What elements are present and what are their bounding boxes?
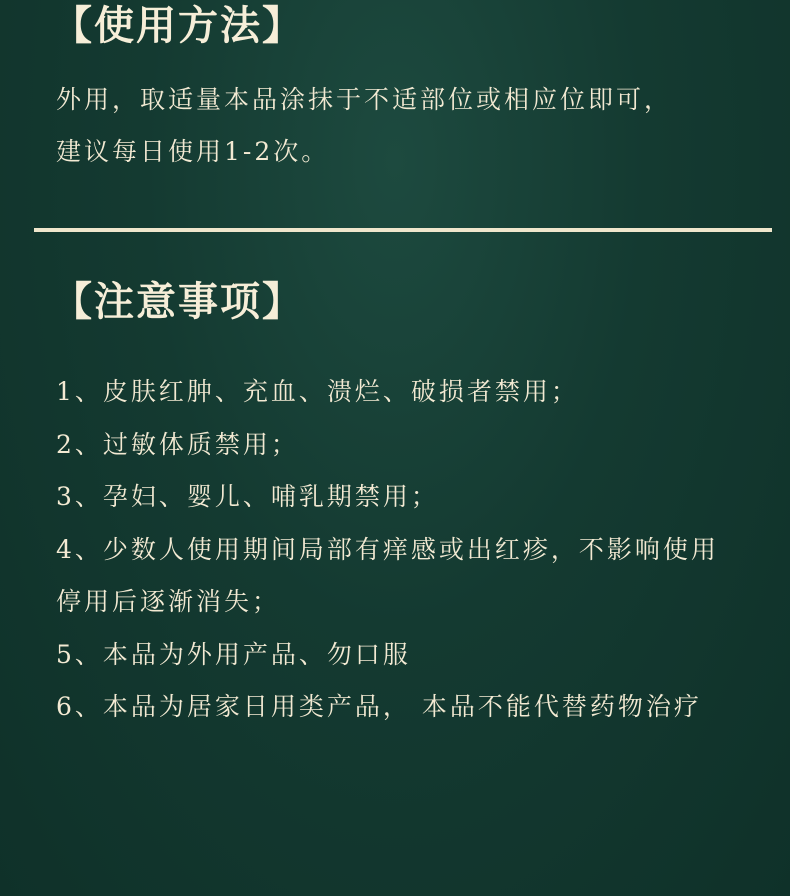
note-item: 停用后逐渐消失； [56,587,281,616]
note-item: 2、过敏体质禁用； [56,429,299,459]
usage-instructions [56,74,672,178]
note-item: 1、皮肤红肿、充血、溃烂、破损者禁用； [56,377,579,406]
note-item: 3、孕妇、婴儿、哺乳期禁用； [56,482,439,511]
notes-section-title: 【注意事项】 [52,278,304,325]
section-divider [34,228,772,232]
notes-list [56,366,719,734]
usage-section-title: 【使用方法】 [52,2,304,49]
note-item: 5、本品为外用产品、勿口服 [56,639,411,669]
usage-line: 外用，取适量本品涂抹于不适部位或相应位即可， [56,85,673,114]
note-item: 4、少数人使用期间局部有痒感或出红疹，不影响使用 [56,534,719,564]
note-item: 6、本品为居家日用类产品， 本品不能代替药物治疗 [56,692,702,721]
usage-line: 建议每日使用1-2次。 [56,137,330,166]
